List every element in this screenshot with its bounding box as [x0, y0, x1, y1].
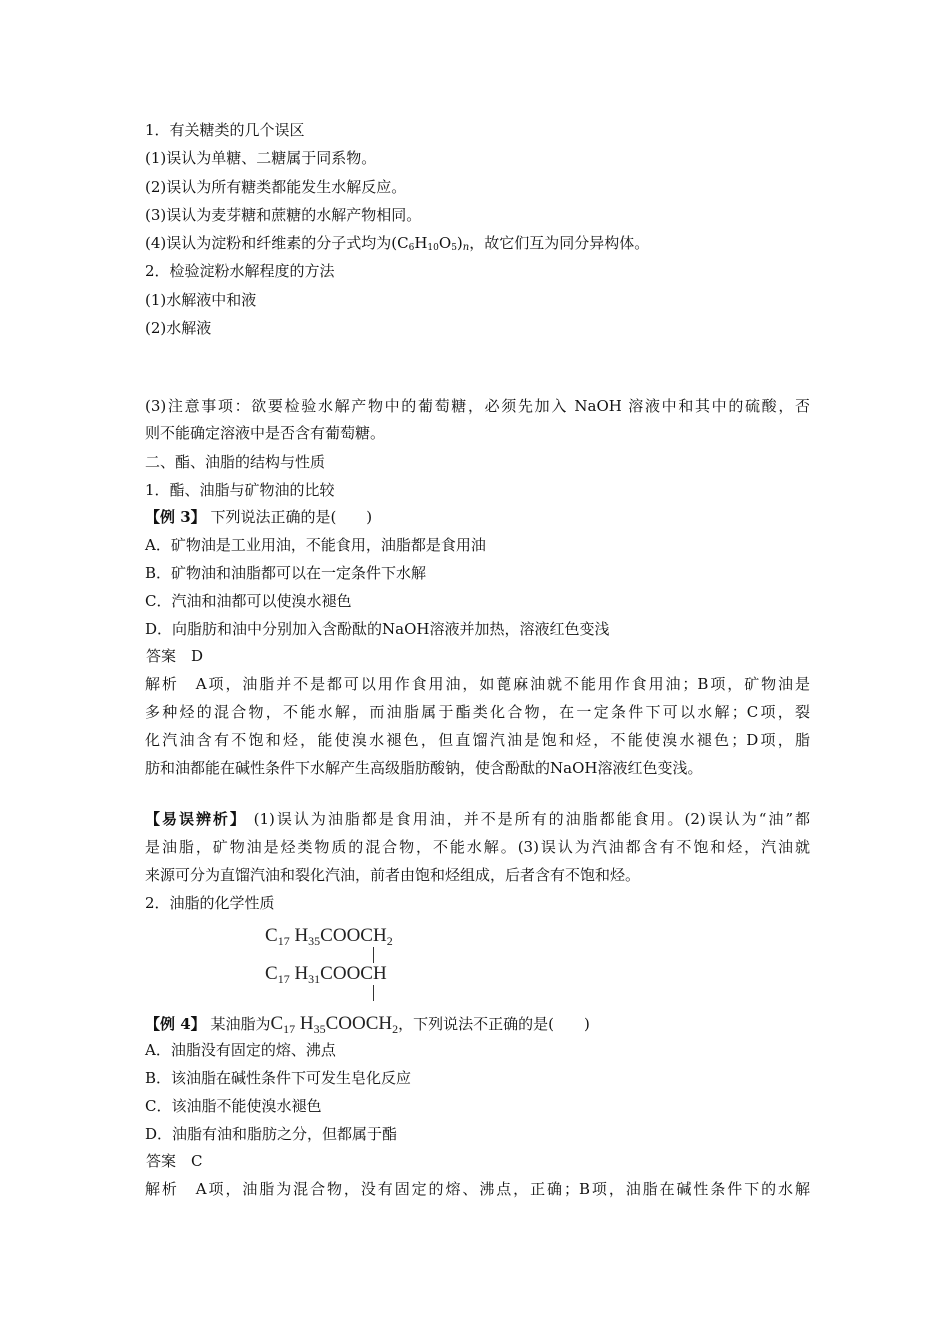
option-d: D．向脂肪和油中分别加入含酚酞的NaOH溶液并加热，溶液红色变浅 [145, 620, 610, 638]
example-4-question: 【例 4】 某油脂为$C_{17}$ $H_{35}COOCH_2$，下列说法不正确的是( ) [145, 1013, 590, 1036]
option-d: D．油脂有油和脂肪之分，但都属于酯 [145, 1125, 398, 1143]
text-line: (3)注意事项：欲要检验水解产物中的葡萄糖，必须先加入 NaOH 溶液中和其中的硫酸，否 [145, 397, 810, 415]
heading-starch-test: 2．检验淀粉水解程度的方法 [145, 262, 335, 280]
bond-line [373, 947, 374, 963]
option-a: A．矿物油是工业用油，不能食用，油脂都是食用油 [145, 536, 486, 554]
analysis-line: 化汽油含有不饱和烃，能使溴水褪色，但直馏汽油是饱和烃，不能使溴水褪色；D项，脂 [145, 731, 810, 749]
error-analysis-line: 【易误辨析】 (1)误认为油脂都是食用油，并不是所有的油脂都能食用。(2)误认为“油”都 [145, 810, 810, 828]
text-line: (2)水解液 [145, 319, 212, 337]
heading-sugar-misconceptions: 1．有关糖类的几个误区 [145, 121, 305, 139]
option-b: B．该油脂在碱性条件下可发生皂化反应 [145, 1069, 412, 1087]
formula-row-2: $C_{17}$ $H_{31}COOCH$ [265, 963, 387, 986]
bond-line [373, 985, 374, 1001]
option-c: C．该油脂不能使溴水褪色 [145, 1097, 322, 1115]
text-line: (3)误认为麦芽糖和蔗糖的水解产物相同。 [145, 206, 422, 224]
section-heading: 二、酯、油脂的结构与性质 [145, 453, 326, 471]
error-analysis-line: 来源可分为直馏汽油和裂化汽油，前者由饱和烃组成，后者含有不饱和烃。 [145, 866, 641, 884]
option-a: A．油脂没有固定的熔、沸点 [145, 1041, 336, 1059]
heading-chemical-properties: 2．油脂的化学性质 [145, 894, 275, 912]
option-c: C．汽油和油都可以使溴水褪色 [145, 592, 352, 610]
analysis-line: 肪和油都能在碱性条件下水解产生高级脂肪酸钠，使含酚酞的NaOH溶液红色变浅。 [145, 759, 703, 777]
text-line: 则不能确定溶液中是否含有葡萄糖。 [145, 424, 386, 442]
answer: 答案 D [146, 647, 204, 665]
analysis-line: 解析 A项，油脂并不是都可以用作食用油，如蓖麻油就不能用作食用油；B项，矿物油是 [145, 675, 810, 693]
text-line: (1)水解液中和液 [145, 291, 257, 309]
heading-ester-comparison: 1．酯、油脂与矿物油的比较 [145, 481, 335, 499]
option-b: B．矿物油和油脂都可以在一定条件下水解 [145, 564, 427, 582]
formula-row-1: $C_{17}$ $H_{35}COOCH_2$ [265, 925, 393, 948]
analysis-line: 解析 A项，油脂为混合物，没有固定的熔、沸点，正确；B项，油脂在碱性条件下的水解 [145, 1180, 810, 1198]
error-analysis-line: 是油脂，矿物油是烃类物质的混合物，不能水解。(3)误认为汽油都含有不饱和烃，汽油就 [145, 838, 810, 856]
analysis-line: 多种烃的混合物，不能水解，而油脂属于酯类化合物，在一定条件下可以水解；C项，裂 [145, 703, 810, 721]
answer: 答案 C [146, 1152, 203, 1170]
example-3-question: 【例 3】 下列说法正确的是( ) [145, 508, 373, 526]
text-line: (2)误认为所有糖类都能发生水解反应。 [145, 178, 407, 196]
text-line-formula: (4)误认为淀粉和纤维素的分子式均为$(C_6H_{10}O_5)n$，故它们互为同分异构体。 [145, 234, 650, 253]
text-line: (1)误认为单糖、二糖属于同系物。 [145, 149, 377, 167]
